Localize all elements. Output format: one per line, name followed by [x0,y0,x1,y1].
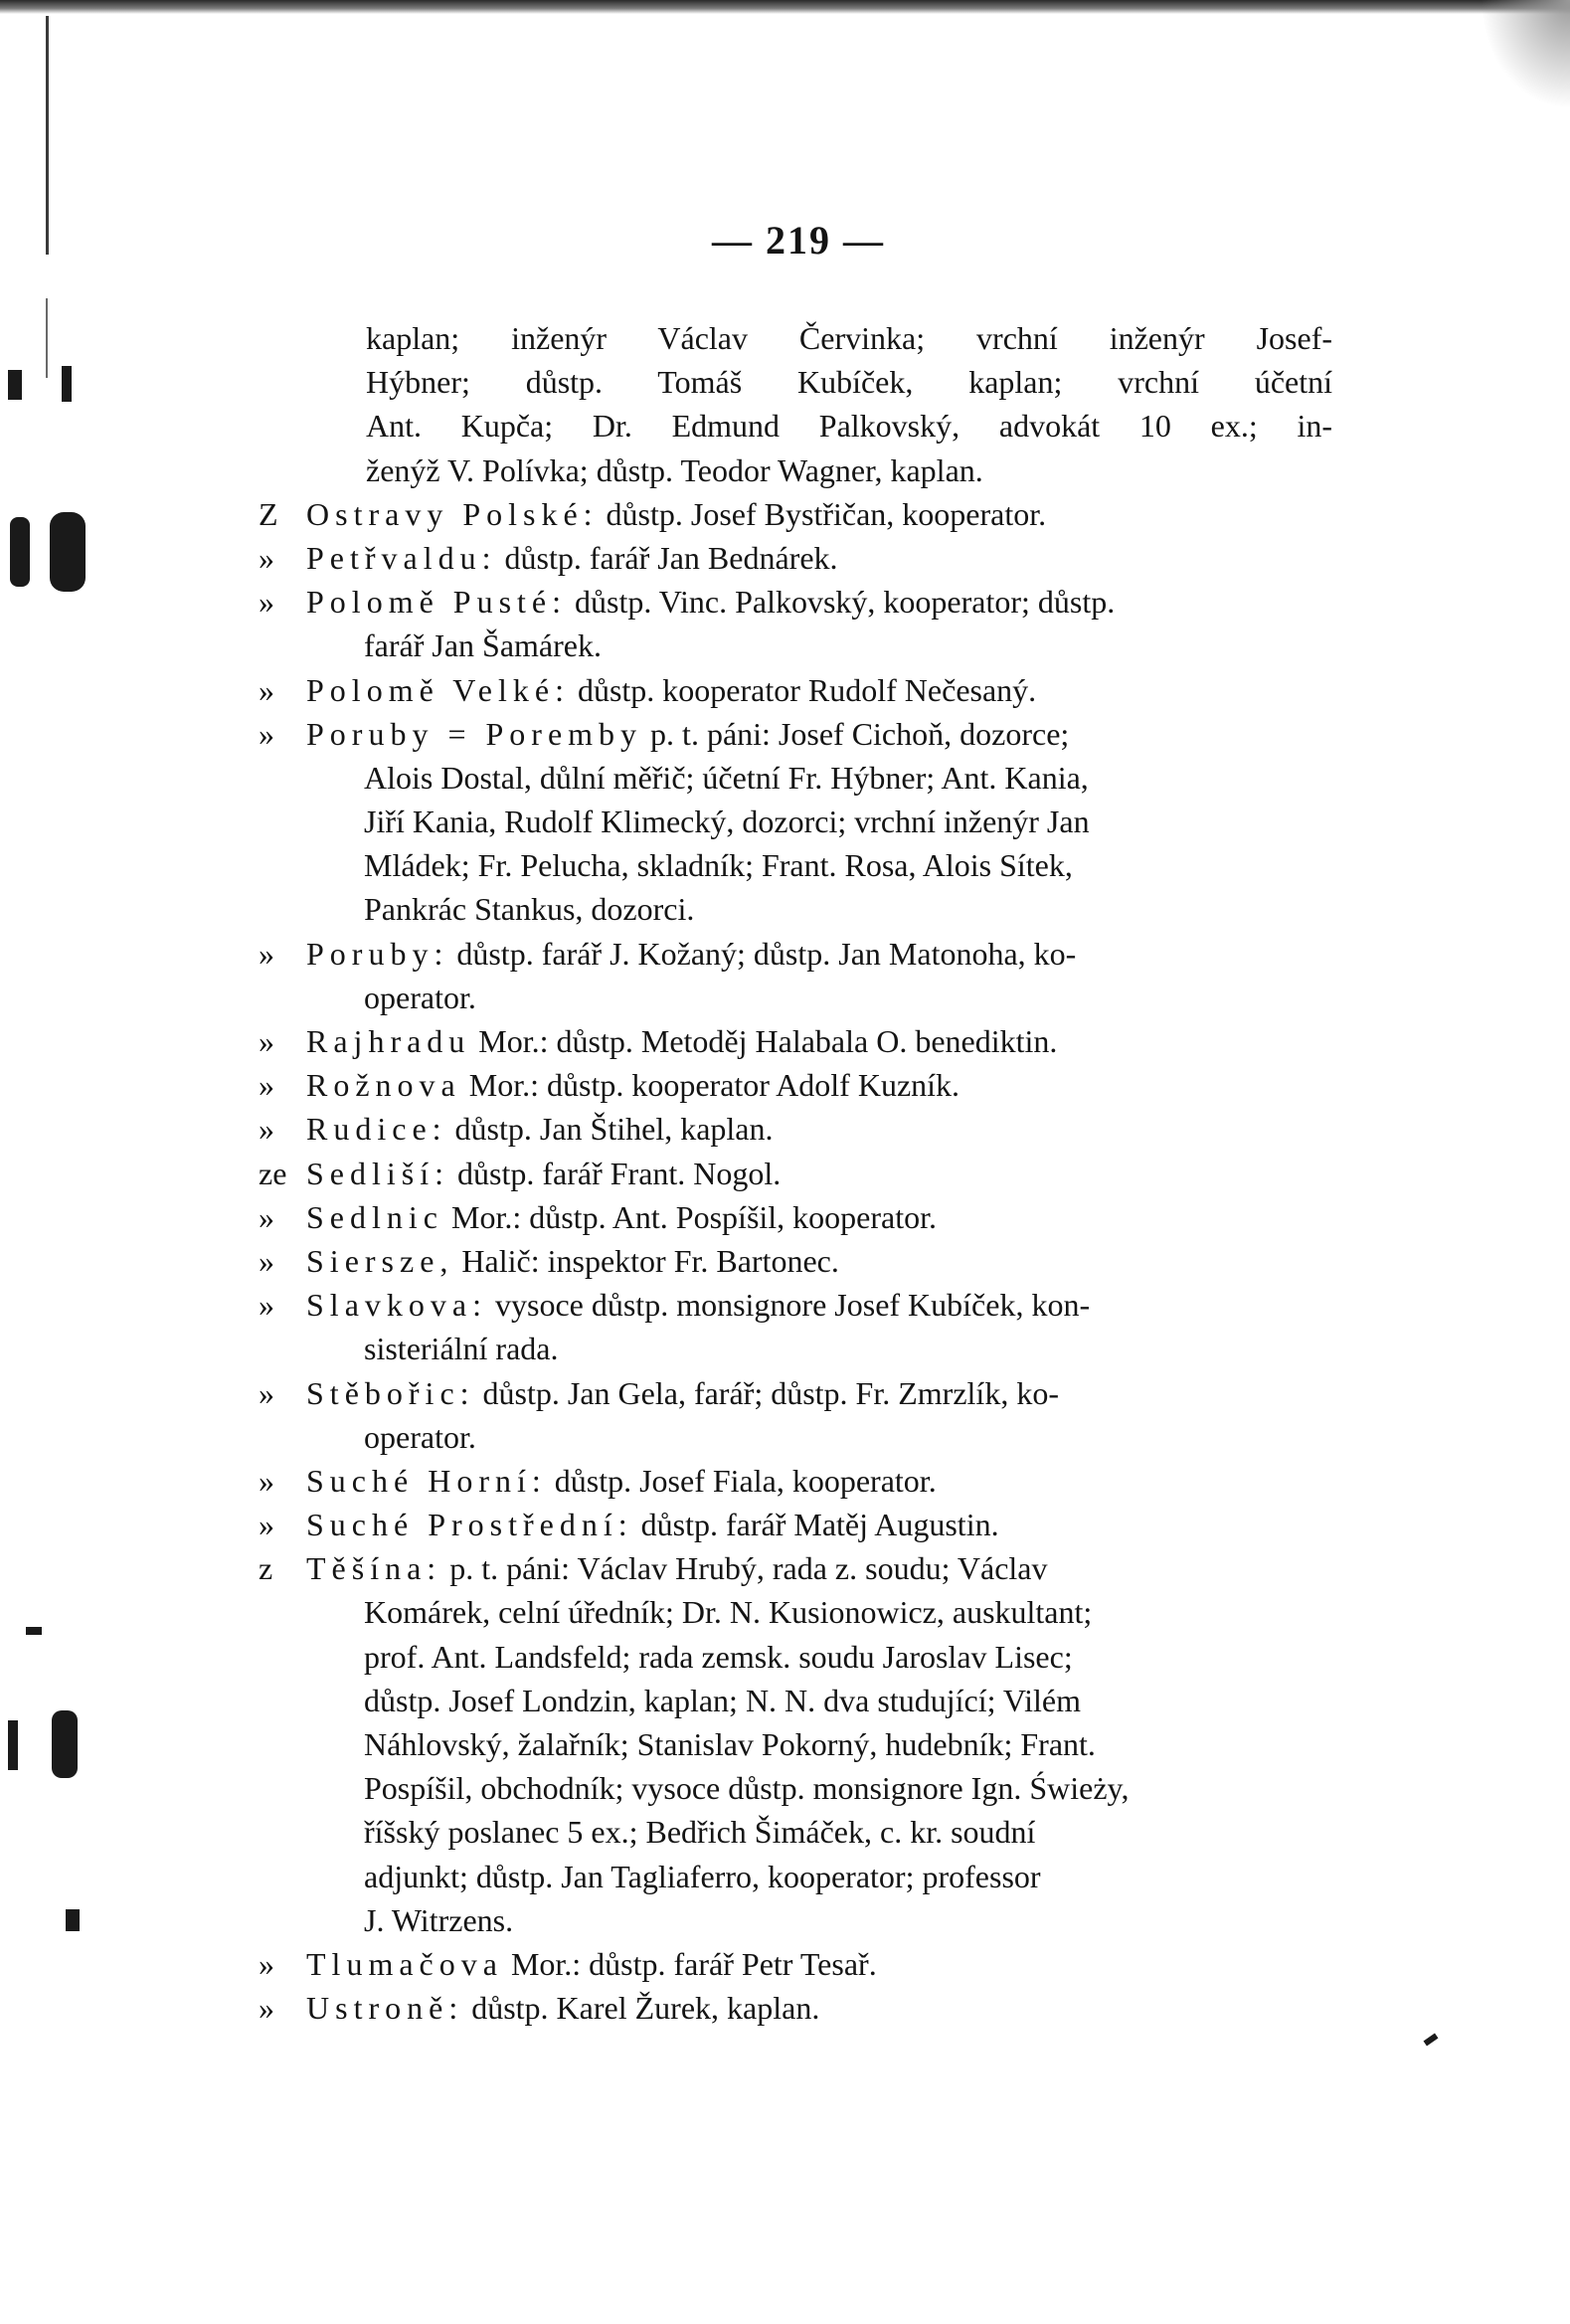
list-item [259,536,1332,580]
entry-text: sisteriální rada. [364,1331,559,1367]
entry-prefix: ze [259,1155,287,1191]
list-item [259,932,1332,1019]
entry-prefix: » [259,1242,274,1279]
entry-text: Mor.: důstp. Ant. Pospíšil, kooperator. [450,1198,938,1235]
list-item [259,492,1332,536]
list-item [259,1063,1332,1107]
entry-prefix: » [259,1111,274,1148]
entry-text: důstp. Vinc. Palkovský, kooperator; důstp. [575,584,1116,621]
binding-shadow-lower [46,298,48,378]
place-name: Rudice: [306,1111,447,1148]
subscriber-list [259,316,1332,2030]
entry-text: p. t. páni: Václav Hrubý, rada z. soudu; Václav [449,1550,1048,1587]
entry-text: důstp. Josef Bystřičan, kooperator. [606,495,1047,532]
list-item [259,1503,1332,1546]
margin-speck [50,512,86,592]
entry-prefix: » [259,1198,274,1235]
corner-smudge [1481,0,1570,109]
place-name: Poruby = Poremby [306,715,643,752]
place-name: Polomě Velké: [306,671,570,708]
entry-prefix: » [259,1990,274,2027]
entry-text: důstp. farář Jan Bednárek. [504,539,838,576]
entry-prefix: » [259,539,274,576]
entry-prefix: » [259,671,274,708]
place-name: Stěbořic: [306,1374,475,1411]
margin-speck [8,370,22,400]
list-item [259,1942,1332,1986]
entry-text: farář Jan Šamárek. [364,627,602,664]
text-line: Hýbner; důstp. Tomáš Kubíček, kaplan; vrchní účetní [366,364,1332,401]
list-item [259,1283,1332,1370]
entry-prefix: » [259,1462,274,1499]
list-item [259,580,1332,667]
place-name: Sedlnic [306,1198,443,1235]
entry-prefix: » [259,935,274,972]
entry-prefix: » [259,1287,274,1324]
page-number: — 219 — [712,218,885,263]
place-name: Rožnova [306,1067,461,1104]
margin-speck [8,1720,18,1770]
entry-text: adjunkt; důstp. Jan Tagliaferro, kooperator; professor [364,1858,1041,1894]
entry-prefix: » [259,1023,274,1059]
entry-text: Mor.: důstp. Metoděj Halabala O. benediktin. [478,1023,1058,1059]
entry-text: Pankrác Stankus, dozorci. [364,891,695,928]
entry-text: důstp. Karel Žurek, kaplan. [471,1990,820,2027]
place-name: Polomě Pusté: [306,584,568,621]
entry-text: důstp. Jan Gela, farář; důstp. Fr. Zmrzlík, ko- [482,1374,1059,1411]
entry-prefix: Z [259,495,278,532]
entry-continuation [259,316,1332,492]
entry-text: důstp. kooperator Rudolf Nečesaný. [577,671,1037,708]
list-item [259,1152,1332,1195]
entry-text: říšský poslanec 5 ex.; Bedřich Šimáček, c. kr. soudní [364,1814,1036,1851]
entry-text: důstp. Jan Štihel, kaplan. [454,1111,774,1148]
entry-prefix: » [259,1374,274,1411]
list-item [259,1195,1332,1239]
entry-text: důstp. farář Frant. Nogol. [457,1155,782,1191]
margin-speck [52,1710,78,1778]
entry-text: Komárek, celní úředník; Dr. N. Kusionowicz, auskultant; [364,1594,1093,1631]
place-name: Sedliší: [306,1155,450,1191]
list-item [259,1019,1332,1063]
list-item [259,1459,1332,1503]
place-name: Ustroně: [306,1990,464,2027]
text-line: ženýž V. Polívka; důstp. Teodor Wagner, kaplan. [366,451,983,488]
margin-speck [1424,2034,1439,2047]
list-item [259,1239,1332,1283]
place-name: Slavkova: [306,1287,487,1324]
entry-text: důstp. Josef Londzin, kaplan; N. N. dva studující; Vilém [364,1682,1081,1718]
list-item [259,712,1332,932]
list-item [259,1107,1332,1151]
entry-prefix: » [259,584,274,621]
entry-text: Pospíšil, obchodník; vysoce důstp. monsignore Ign. Świeży, [364,1770,1130,1807]
margin-speck [26,1627,42,1635]
entry-text: Alois Dostal, důlní měřič; účetní Fr. Hýbner; Ant. Kania, [364,759,1089,796]
margin-speck [66,1909,80,1931]
entry-text: Mor.: důstp. kooperator Adolf Kuzník. [468,1067,960,1104]
list-item [259,1546,1332,1942]
binding-shadow [46,16,49,255]
entry-text: operator. [364,979,476,1015]
place-name: Tlumačova [306,1945,503,1982]
text-line: kaplan; inženýr Václav Červinka; vrchní inženýr Josef- [366,320,1332,356]
entry-prefix: » [259,1945,274,1982]
list-item [259,1986,1332,2030]
place-name: Poruby: [306,935,449,972]
text-line: Ant. Kupča; Dr. Edmund Palkovský, advokát 10 ex.; in- [366,408,1332,445]
entry-text: důstp. Josef Fiala, kooperator. [554,1462,937,1499]
place-name: Těšína: [306,1550,442,1587]
margin-speck [62,366,72,402]
entry-text: důstp. farář Matěj Augustin. [640,1507,999,1543]
entry-prefix: » [259,1507,274,1543]
list-item [259,668,1332,712]
entry-prefix: z [259,1550,273,1587]
entry-text: Náhlovský, žalařník; Stanislav Pokorný, hudebník; Frant. [364,1726,1096,1762]
entry-text: operator. [364,1418,476,1455]
entry-prefix: » [259,715,274,752]
page-top-edge [0,0,1570,14]
place-name: Suché Prostřední: [306,1507,633,1543]
entry-text: důstp. farář J. Kožaný; důstp. Jan Matonoha, ko- [456,935,1077,972]
place-name: Siersze, [306,1242,454,1279]
place-name: Ostravy Polské: [306,495,599,532]
place-name: Suché Horní: [306,1462,547,1499]
place-name: Petřvaldu: [306,539,497,576]
entry-text: p. t. páni: Josef Cichoň, dozorce; [650,715,1070,752]
list-item [259,1371,1332,1459]
entry-text: Mládek; Fr. Pelucha, skladník; Frant. Rosa, Alois Sítek, [364,847,1073,884]
entry-text: Mor.: důstp. farář Petr Tesař. [510,1945,877,1982]
entry-text: vysoce důstp. monsignore Josef Kubíček, kon- [494,1287,1091,1324]
entry-text: J. Witrzens. [364,1901,514,1938]
entry-text: Jiří Kania, Rudolf Klimecký, dozorci; vrchní inženýr Jan [364,804,1090,840]
place-name: Rajhradu [306,1023,471,1059]
entry-text: prof. Ant. Landsfeld; rada zemsk. soudu Jaroslav Lisec; [364,1638,1073,1675]
entry-prefix: » [259,1067,274,1104]
entry-text: Halič: inspektor Fr. Bartonec. [461,1242,839,1279]
margin-speck [10,517,30,587]
